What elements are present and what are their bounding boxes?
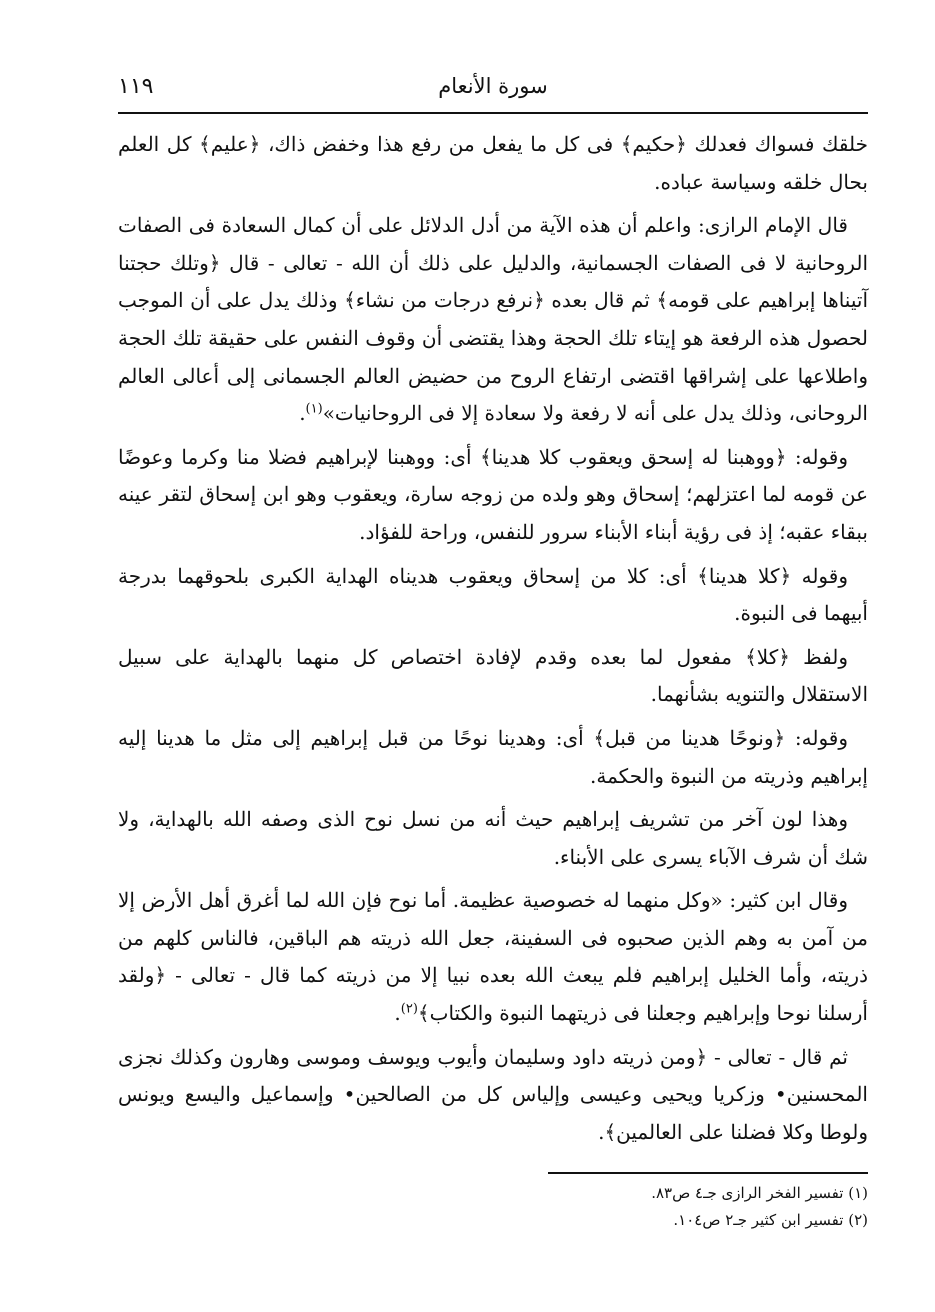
paragraph-text: وقوله: ﴿ووهبنا له إسحق ويعقوب كلا هدينا﴾ أى: ووهبنا لإبراهيم فضلا منا وكرما وعوضًا عن قومه لما اعتزلهم؛ إسحاق وهو ولده من زوجه سارة، ويعقوب وهو ابن إسحاق لتقر عينه ببقاء عقبه؛ إذ فى رؤية أبناء الأبناء سرور للنفس، وراحة للفؤاد. [118, 444, 868, 544]
footnote: (٢) تفسير ابن كثير جـ٢ ص١٠٤. [673, 1211, 868, 1229]
footnote-marker: (٢) [400, 1001, 418, 1017]
paragraph [118, 558, 868, 633]
paragraph-text: وهذا لون آخر من تشريف إبراهيم حيث أنه من نسل نوح الذى وصفه الله بالهداية، ولا شك أن شرف الآباء يسرى على الأبناء. [118, 807, 868, 869]
paragraph [118, 801, 868, 876]
page-number: ١١٩ [118, 74, 154, 99]
paragraph-text: خلقك فسواك فعدلك ﴿حكيم﴾ فى كل ما يفعل من رفع هذا وخفض ذاك، ﴿عليم﴾ كل العلم بحال خلقه وسياسة عباده. [118, 132, 868, 194]
paragraph-text: ثم قال - تعالى - ﴿ومن ذريته داود وسليمان وأيوب ويوسف وموسى وهارون وكذلك نجزى المحسنين• وزكريا ويحيى وعيسى وإلياس كل من الصالحين• وإسماعيل واليسع ويونس ولوطا وكلا فضلنا على العالمين﴾. [118, 1044, 868, 1144]
paragraph: وقال ابن كثير: «وكل منهما له خصوصية عظيمة. أما نوح فإن الله لما أغرق أهل الأرض إلا من آمن به وهم الذين صحبوه فى السفينة، جعل الله ذريته هم الباقين، فالناس كلهم من ذريته، وأما الخليل إبراهيم فلم يبعث الله بعده نبيا إلا من ذريته كما قال - تعالى - ﴿ولقد أرسلنا نوحا وإبراهيم وجعلنا فى ذريتهما النبوة والكتاب﴾$^{(٢)}$. [118, 888, 868, 1026]
footnotes [400, 1180, 868, 1234]
footnote: (١) تفسير الفخر الرازى جـ٤ ص٨٣. [651, 1184, 868, 1202]
footnote-marker: (١) [305, 401, 323, 417]
paragraph-text: وقال ابن كثير: «وكل منهما له خصوصية عظيمة. أما نوح فإن الله لما أغرق أهل الأرض إلا من آمن به وهم الذين صحبوه فى السفينة، جعل الله ذريته هم الباقين، فالناس كلهم من ذريته، وأما الخليل إبراهيم فلم يبعث الله بعده نبيا إلا من ذريته كما قال - تعالى - ﴿ولقد أرسلنا نوحا وإبراهيم وجعلنا فى ذريتهما النبوة والكتاب﴾ [118, 888, 868, 1026]
paragraph [118, 639, 868, 714]
paragraph [118, 439, 868, 552]
paragraph [118, 1039, 868, 1152]
paragraph-text: قال الإمام الرازى: واعلم أن هذه الآية من أدل الدلائل على أن كمال السعادة فى الصفات الروحانية لا فى الصفات الجسمانية، والدليل على ذلك أن الله - تعالى - قال ﴿وتلك حجتنا آتيناها إبراهيم على قومه﴾ ثم قال بعده ﴿نرفع درجات من نشاء﴾ وذلك يدل على أن الموجب لحصول هذه الرفعة هو إيتاء تلك الحجة وهذا يقتضى أن وقوف النفس على حقيقة تلك الحجة واطلاعها على إشراقها اقتضى ارتفاع الروح من حضيض العالم الجسمانى إلى أعالى العالم الروحانى، وذلك يدل على أنه لا رفعة ولا سعادة إلا فى الروحانيات» [118, 213, 868, 426]
paragraph-text: وقوله ﴿كلا هدينا﴾ أى: كلا من إسحاق ويعقوب هديناه الهداية الكبرى بلحوقهما بدرجة أبيهما فى النبوة. [118, 563, 868, 626]
paragraph [118, 720, 868, 795]
paragraph [118, 126, 868, 201]
paragraph: قال الإمام الرازى: واعلم أن هذه الآية من أدل الدلائل على أن كمال السعادة فى الصفات الروحانية لا فى الصفات الجسمانية، والدليل على ذلك أن الله - تعالى - قال ﴿وتلك حجتنا آتيناها إبراهيم على قومه﴾ ثم قال بعده ﴿نرفع درجات من نشاء﴾ وذلك يدل على أن الموجب لحصول هذه الرفعة هو إيتاء تلك الحجة وهذا يقتضى أن وقوف النفس على حقيقة تلك الحجة واطلاعها على إشراقها اقتضى ارتفاع الروح من حضيض العالم الجسمانى إلى أعالى العالم الروحانى، وذلك يدل على أنه لا رفعة ولا سعادة إلا فى الروحانيات»$^{(١)}$. [118, 213, 868, 426]
running-title: سورة الأنعام [438, 74, 548, 98]
page-header [118, 70, 868, 114]
body-text [118, 126, 868, 1157]
footnote-divider [548, 1172, 868, 1174]
paragraph-text: وقوله: ﴿ونوحًا هدينا من قبل﴾ أى: وهدينا نوحًا من قبل إبراهيم إلى مثل ما هدينا إليه إبراهيم وذريته من النبوة والحكمة. [118, 725, 868, 788]
paragraph-text: ولفظ ﴿كلا﴾ مفعول لما بعده وقدم لإفادة اختصاص كل منهما بالهداية على سبيل الاستقلال والتنويه بشأنهما. [118, 644, 868, 707]
